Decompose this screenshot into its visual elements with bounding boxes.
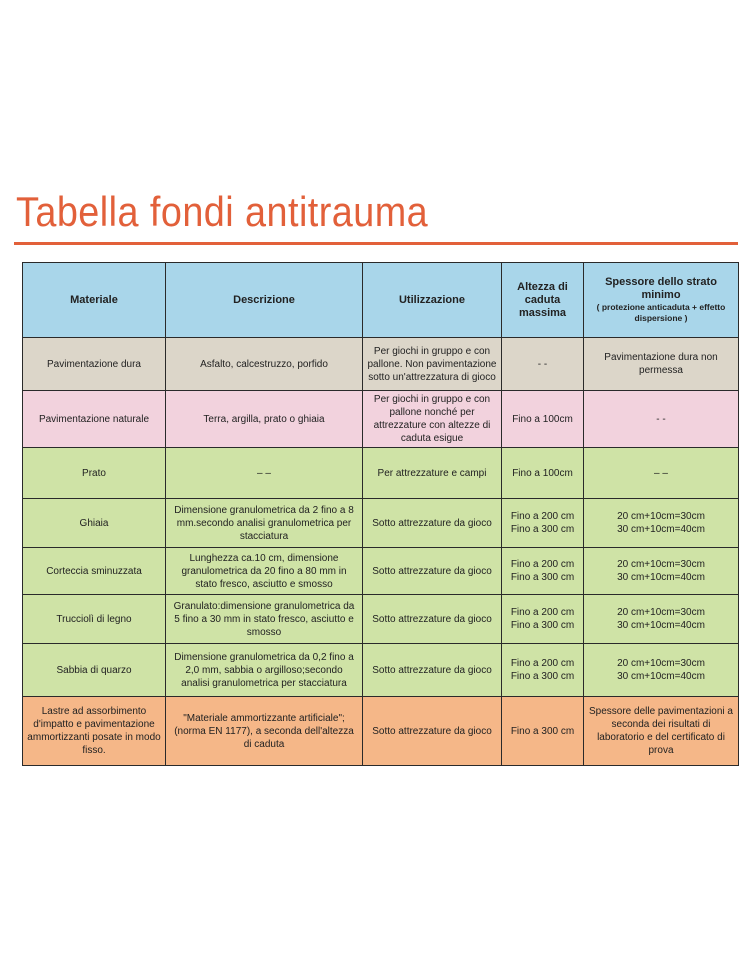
header-spessore-title: Spessore dello strato minimo [605, 276, 717, 301]
cell-materiale: Corteccia sminuzzata [23, 548, 166, 595]
cell-spessore [584, 548, 739, 595]
cell-utilizzazione: Per giochi in gruppo e con pallone nonché per attrezzature con altezze di caduta esigue [363, 391, 502, 448]
cell-descrizione: Asfalto, calcestruzzo, porfido [166, 338, 363, 391]
cell-altezza [502, 644, 584, 697]
table-row [23, 548, 739, 595]
cell-utilizzazione: Sotto attrezzature da gioco [363, 548, 502, 595]
altezza-line: Fino a 300 cm [510, 620, 575, 631]
altezza-line: Fino a 200 cm [510, 559, 575, 570]
cell-spessore [584, 595, 739, 644]
cell-utilizzazione: Sotto attrezzature da gioco [363, 499, 502, 548]
cell-altezza [502, 499, 584, 548]
cell-materiale: Trucciolì di legno [23, 595, 166, 644]
spessore-line: 20 cm+10cm=30cm [617, 511, 705, 522]
header-utilizzazione: Utilizzazione [363, 263, 502, 338]
fondi-table [22, 262, 739, 766]
page-title: Tabella fondi antitrauma [16, 188, 429, 235]
spessore-line: 30 cm+10cm=40cm [617, 620, 705, 631]
table-row [23, 595, 739, 644]
spessore-line: 30 cm+10cm=40cm [617, 671, 705, 682]
cell-materiale: Prato [23, 448, 166, 499]
cell-utilizzazione: Sotto attrezzature da gioco [363, 644, 502, 697]
cell-spessore: – – [584, 448, 739, 499]
cell-descrizione: Granulato:dimensione granulometrica da 5 fino a 30 mm in stato fresco, asciutto e smosso [166, 595, 363, 644]
cell-descrizione: Dimensione granulometrica da 0,2 fino a 2,0 mm, sabbia o argilloso;secondo analisi granulometrica per stacciatura [166, 644, 363, 697]
header-spessore-note: ( protezione anticaduta + effetto dispersione ) [596, 302, 726, 323]
altezza-line: Fino a 300 cm [510, 572, 575, 583]
cell-descrizione: Terra, argilla, prato o ghiaia [166, 391, 363, 448]
cell-utilizzazione: Per attrezzature e campi [363, 448, 502, 499]
cell-altezza: Fino a 100cm [502, 391, 584, 448]
header-materiale: Materiale [23, 263, 166, 338]
altezza-line: Fino a 300 cm [510, 671, 575, 682]
cell-descrizione: Lunghezza ca.10 cm, dimensione granulometrica da 20 fino a 80 mm in stato fresco, asciutto e smosso [166, 548, 363, 595]
cell-spessore: Spessore delle pavimentazioni a seconda dei risultati di laboratorio e del certificato di prova [584, 697, 739, 766]
cell-spessore: - - [584, 391, 739, 448]
cell-utilizzazione: Sotto attrezzature da gioco [363, 595, 502, 644]
table-row [23, 697, 739, 766]
altezza-line: Fino a 200 cm [510, 511, 575, 522]
cell-utilizzazione: Sotto attrezzature da gioco [363, 697, 502, 766]
table-row [23, 644, 739, 697]
table-row [23, 338, 739, 391]
cell-descrizione: Dimensione granulometrica da 2 fino a 8 mm.secondo analisi granulometrica per stacciatura [166, 499, 363, 548]
cell-spessore: Pavimentazione dura non permessa [584, 338, 739, 391]
cell-altezza [502, 548, 584, 595]
spessore-line: 30 cm+10cm=40cm [617, 572, 705, 583]
table-row [23, 448, 739, 499]
title-underline [14, 242, 738, 245]
spessore-line: 20 cm+10cm=30cm [617, 607, 705, 618]
table-row [23, 499, 739, 548]
altezza-line: Fino a 300 cm [510, 524, 575, 535]
cell-descrizione: – – [166, 448, 363, 499]
spessore-line: 20 cm+10cm=30cm [617, 559, 705, 570]
table-header-row [23, 263, 739, 338]
altezza-line: Fino a 200 cm [510, 607, 575, 618]
cell-spessore [584, 499, 739, 548]
cell-altezza: Fino a 300 cm [502, 697, 584, 766]
cell-materiale: Ghiaia [23, 499, 166, 548]
altezza-line: Fino a 200 cm [510, 658, 575, 669]
cell-spessore [584, 644, 739, 697]
cell-descrizione: "Materiale ammortizzante artificiale"; (norma EN 1177), a seconda dell'altezza di caduta [166, 697, 363, 766]
cell-altezza: - - [502, 338, 584, 391]
cell-materiale: Pavimentazione dura [23, 338, 166, 391]
header-altezza: Altezza di caduta massima [502, 263, 584, 338]
cell-materiale: Lastre ad assorbimento d'impatto e pavimentazione ammortizzanti posate in modo fisso. [23, 697, 166, 766]
cell-utilizzazione: Per giochi in gruppo e con pallone. Non pavimentazione sotto un'attrezzatura di gioco [363, 338, 502, 391]
cell-materiale: Pavimentazione naturale [23, 391, 166, 448]
table-row [23, 391, 739, 448]
header-descrizione: Descrizione [166, 263, 363, 338]
header-spessore [584, 263, 739, 338]
spessore-line: 30 cm+10cm=40cm [617, 524, 705, 535]
spessore-line: 20 cm+10cm=30cm [617, 658, 705, 669]
cell-altezza [502, 595, 584, 644]
cell-materiale: Sabbia di quarzo [23, 644, 166, 697]
cell-altezza: Fino a 100cm [502, 448, 584, 499]
